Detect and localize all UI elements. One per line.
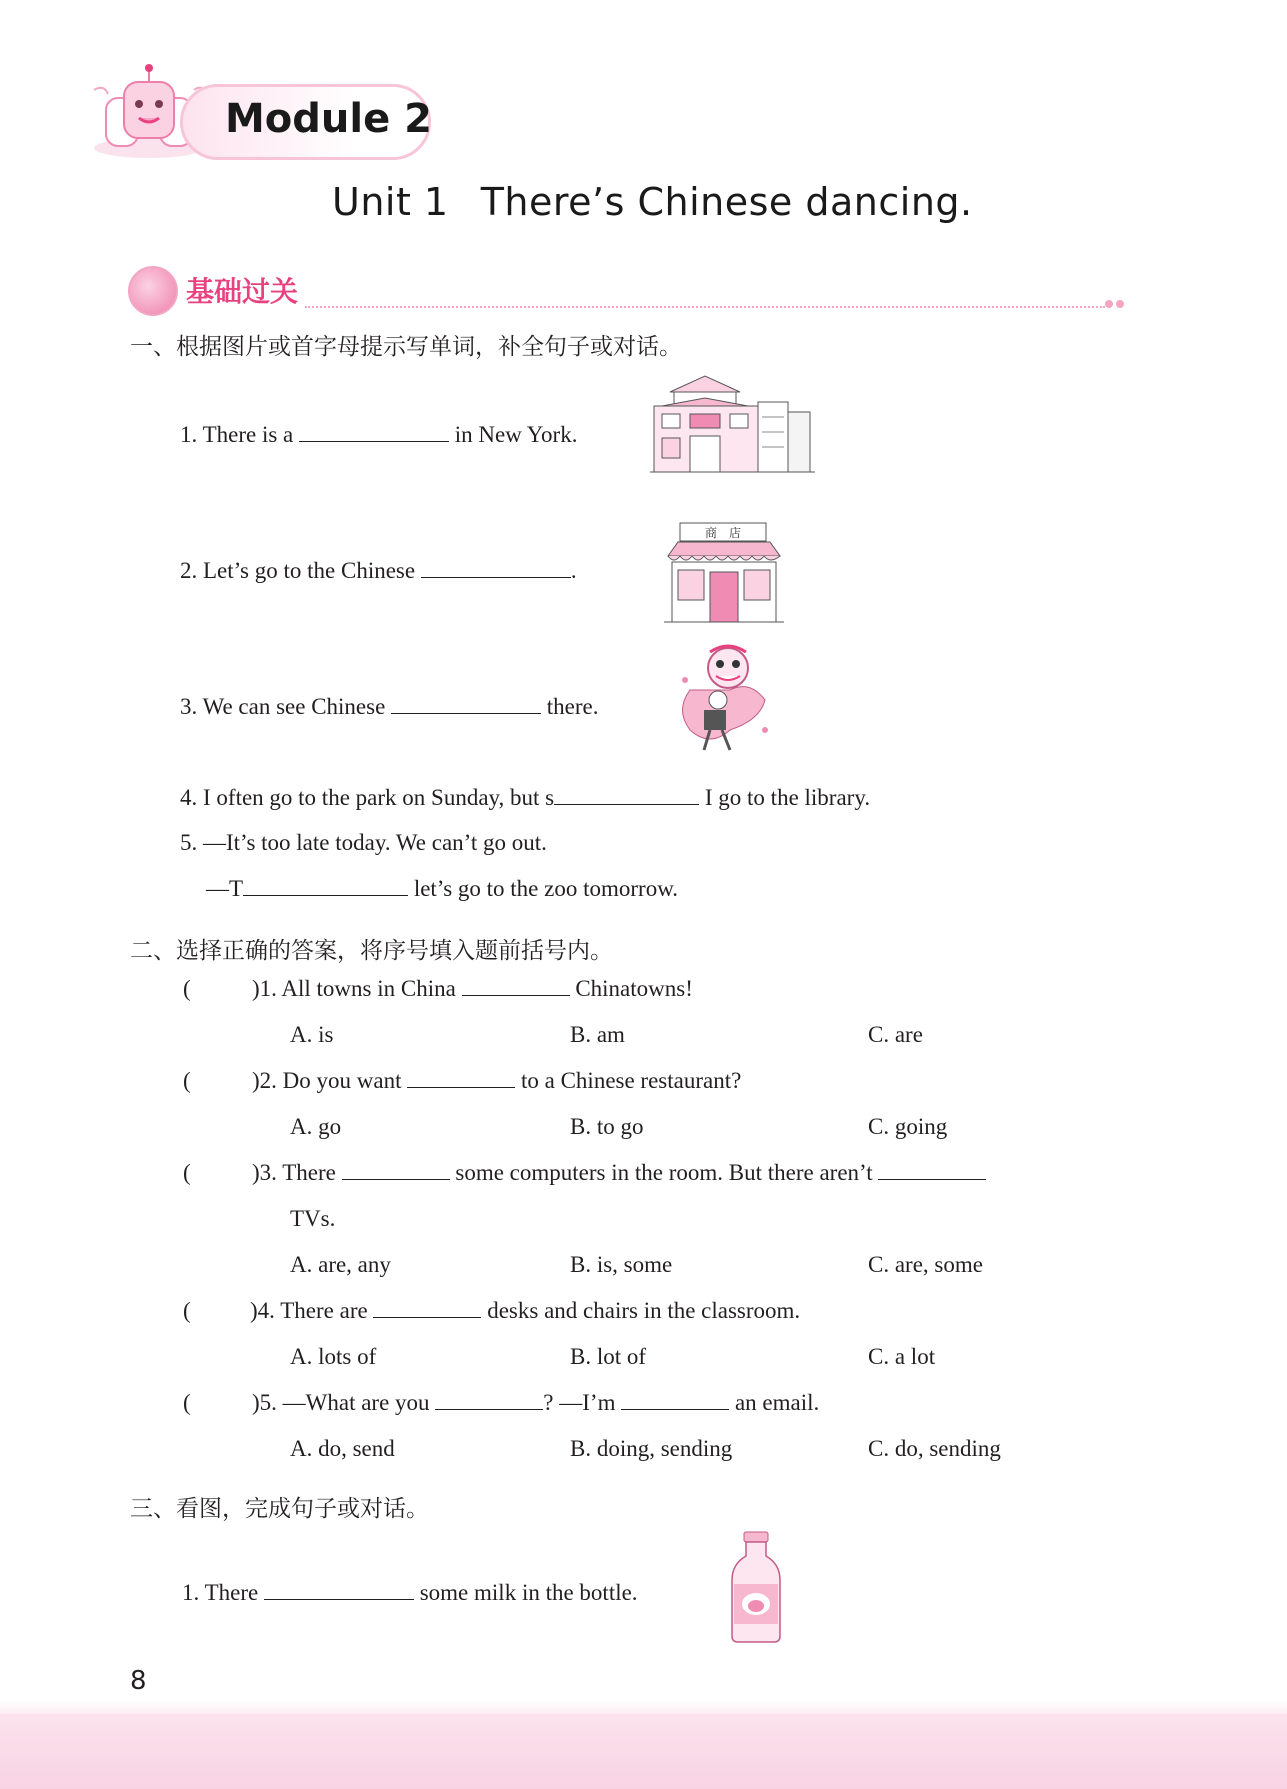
part1-question-3 (180, 694, 599, 720)
part1-heading: 一、根据图片或首字母提示写单词，补全句子或对话。 (130, 334, 682, 360)
part1-question-2 (180, 558, 577, 584)
q3-text-pre: 3. We can see Chinese (180, 694, 386, 719)
q5b-text-post: let’s go to the zoo tomorrow. (413, 876, 679, 901)
mc1-option-c[interactable]: C. are (868, 1022, 923, 1047)
answer-blank[interactable] (554, 803, 699, 805)
milk-bottle-illustration (728, 1530, 784, 1645)
unit-title: Unit 1 There’s Chinese dancing. (332, 180, 973, 224)
lion-dance-illustration (670, 640, 780, 755)
mc3-option-b[interactable]: B. is, some (570, 1252, 673, 1277)
mc5-stem-mid: ? —I’m (543, 1390, 616, 1415)
mc3-stem: )3. There (252, 1160, 336, 1185)
part2-question-4 (250, 1298, 800, 1324)
answer-paren[interactable]: ( (183, 976, 191, 1001)
q1-text-pre: 1. There is a (180, 422, 294, 447)
answer-blank (878, 1178, 986, 1180)
mc3-stem-mid: some computers in the room. But there aren’t (455, 1160, 873, 1185)
mc1-option-a[interactable]: A. is (290, 1022, 334, 1047)
mc4-option-a[interactable]: A. lots of (290, 1344, 377, 1369)
part2-question-5 (252, 1390, 819, 1416)
mc5-stem: )5. —What are you (252, 1390, 430, 1415)
module-title: Module 2 (225, 96, 432, 142)
mc2-stem-post: to a Chinese restaurant? (520, 1068, 742, 1093)
q5b-text-pre: —T (206, 876, 244, 901)
part3-question-1 (182, 1580, 638, 1606)
section-divider (305, 306, 1105, 308)
answer-paren[interactable]: ( (183, 1160, 191, 1185)
part2-question-1 (252, 976, 693, 1002)
part2-heading: 二、选择正确的答案，将序号填入题前括号内。 (130, 938, 613, 964)
answer-blank (435, 1408, 543, 1410)
mc5-option-c[interactable]: C. do, sending (868, 1436, 1001, 1461)
mc4-option-b[interactable]: B. lot of (570, 1344, 647, 1369)
answer-blank (621, 1408, 729, 1410)
q4-text-pre: 4. I often go to the park on Sunday, but s (180, 785, 555, 810)
part1-question-5a: 5. —It’s too late today. We can’t go out. (180, 830, 547, 855)
page-number: 8 (130, 1666, 147, 1696)
chinatown-building-illustration (650, 372, 815, 477)
answer-paren[interactable]: ( (183, 1390, 191, 1415)
section-label: 基础过关 (186, 275, 299, 308)
answer-blank[interactable] (243, 894, 408, 896)
mc1-stem: )1. All towns in China (252, 976, 456, 1001)
part2-question-3 (252, 1160, 986, 1186)
chinese-shop-illustration (664, 520, 784, 625)
answer-blank[interactable] (421, 576, 571, 578)
footer-band (0, 1714, 1287, 1789)
q3-text-post: there. (546, 694, 599, 719)
mc4-option-c[interactable]: C. a lot (868, 1344, 936, 1369)
mc2-option-b[interactable]: B. to go (570, 1114, 644, 1139)
answer-blank[interactable] (299, 440, 449, 442)
part3-heading: 三、看图，完成句子或对话。 (130, 1496, 429, 1522)
p3q1-text-pre: 1. There (182, 1580, 259, 1605)
divider-dots (1105, 295, 1127, 313)
q1-text-post: in New York. (454, 422, 578, 447)
shop-sign-text: 商 店 (704, 526, 742, 540)
part1-question-4 (180, 785, 870, 811)
part2-question-2 (252, 1068, 741, 1094)
mc4-stem: )4. There are (250, 1298, 368, 1323)
part1-question-1 (180, 422, 577, 448)
answer-blank (373, 1316, 481, 1318)
mc5-option-b[interactable]: B. doing, sending (570, 1436, 733, 1461)
mc2-option-a[interactable]: A. go (290, 1114, 342, 1139)
mc3-stem-cont: TVs. (290, 1206, 336, 1231)
answer-blank (407, 1086, 515, 1088)
mc2-option-c[interactable]: C. going (868, 1114, 948, 1139)
q2-text-pre: 2. Let’s go to the Chinese (180, 558, 416, 583)
mc3-option-c[interactable]: C. are, some (868, 1252, 983, 1277)
mc1-option-b[interactable]: B. am (570, 1022, 625, 1047)
answer-blank (342, 1178, 450, 1180)
answer-blank[interactable] (264, 1598, 414, 1600)
mc3-option-a[interactable]: A. are, any (290, 1252, 391, 1277)
section-badge-icon (128, 266, 178, 316)
part1-question-5b (206, 876, 678, 902)
answer-paren[interactable]: ( (183, 1068, 191, 1093)
q4-text-post: I go to the library. (704, 785, 871, 810)
answer-blank[interactable] (391, 712, 541, 714)
mc4-stem-post: desks and chairs in the classroom. (487, 1298, 801, 1323)
mc5-stem-post: an email. (734, 1390, 820, 1415)
p3q1-text-post: some milk in the bottle. (419, 1580, 638, 1605)
answer-paren[interactable]: ( (183, 1298, 191, 1323)
mc5-option-a[interactable]: A. do, send (290, 1436, 395, 1461)
answer-blank (462, 994, 570, 996)
q2-text-post: . (570, 558, 577, 583)
mc2-stem: )2. Do you want (252, 1068, 402, 1093)
mc1-stem-post: Chinatowns! (575, 976, 693, 1001)
